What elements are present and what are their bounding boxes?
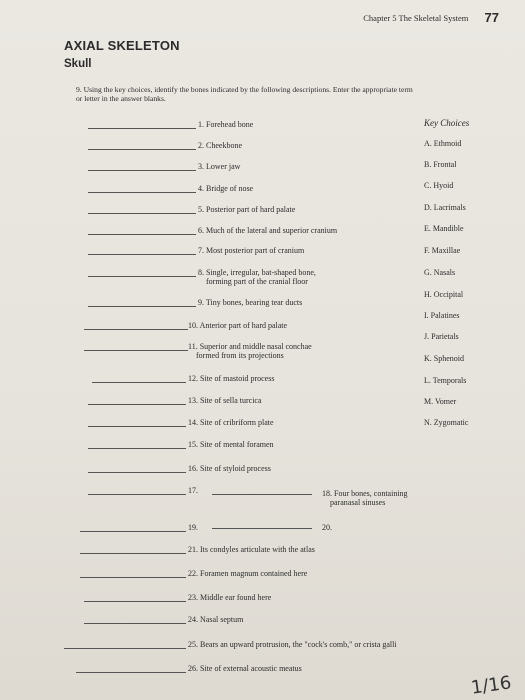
question-number: 24. xyxy=(188,615,200,624)
question-text: Site of styloid process xyxy=(200,464,271,473)
question-number: 8. xyxy=(198,268,206,277)
answer-blank[interactable] xyxy=(212,528,312,529)
question-item xyxy=(198,141,242,150)
key-choice: F. Maxillae xyxy=(424,246,461,255)
question-item xyxy=(198,246,304,255)
question-text: Forehead bone xyxy=(206,120,254,129)
question-item xyxy=(188,440,274,449)
question-item xyxy=(188,523,198,532)
answer-blank[interactable] xyxy=(212,494,312,495)
answer-blank[interactable] xyxy=(88,149,196,150)
answer-blank[interactable] xyxy=(88,254,196,255)
question-item xyxy=(198,298,302,307)
question-item xyxy=(188,593,271,602)
question-text: Site of mastoid process xyxy=(200,374,275,383)
answer-blank[interactable] xyxy=(84,623,186,624)
question-number: 5. xyxy=(198,205,206,214)
key-choice: L. Temporals xyxy=(424,376,467,385)
question-number: 1. xyxy=(198,120,206,129)
question-text: Site of sella turcica xyxy=(200,396,262,405)
key-choice: I. Palatines xyxy=(424,311,460,320)
question-text: Tiny bones, bearing tear ducts xyxy=(205,298,303,307)
exercise-instruction: 9. Using the key choices, identify the bones indicated by the following descriptions. Enter the appropriate term or letter in the answer blanks. xyxy=(76,85,413,103)
question-text: Site of cribriform plate xyxy=(200,418,274,427)
question-text: Middle ear found here xyxy=(200,593,272,602)
answer-blank[interactable] xyxy=(84,350,188,351)
answer-blank[interactable] xyxy=(88,192,196,193)
question-text: Lower jaw xyxy=(206,162,241,171)
question-text: Four bones, containing xyxy=(334,489,408,498)
question-text: Much of the lateral and superior cranium xyxy=(206,226,338,235)
answer-blank[interactable] xyxy=(88,426,186,427)
question-item xyxy=(188,374,274,383)
question-item xyxy=(198,120,253,129)
answer-blank[interactable] xyxy=(88,170,196,171)
question-item xyxy=(198,184,253,193)
question-item xyxy=(188,396,262,405)
question-item xyxy=(198,162,240,171)
question-text: Site of mental foramen xyxy=(200,440,274,449)
key-choice: M. Vomer xyxy=(424,397,457,406)
question-number: 15. xyxy=(188,440,200,449)
answer-blank[interactable] xyxy=(64,648,186,649)
key-choice: J. Parietals xyxy=(424,332,459,341)
question-item xyxy=(198,226,337,235)
section-subtitle: Skull xyxy=(64,58,92,70)
answer-blank[interactable] xyxy=(92,382,186,383)
question-number: 13. xyxy=(188,396,200,405)
question-number: 17. xyxy=(188,486,198,495)
answer-blank[interactable] xyxy=(84,601,186,602)
answer-blank[interactable] xyxy=(84,329,188,330)
question-item xyxy=(322,489,408,498)
question-text-continued: forming part of the cranial floor xyxy=(206,277,308,286)
question-text: Cheekbone xyxy=(206,141,242,150)
question-number: 16. xyxy=(188,464,200,473)
question-number: 3. xyxy=(198,162,206,171)
key-choice: N. Zygomatic xyxy=(424,418,469,427)
question-number: 23. xyxy=(188,593,200,602)
question-text: Bears an upward protrusion, the "cock's comb," or crista galli xyxy=(200,640,397,649)
question-number: 22. xyxy=(188,569,200,578)
question-number: 4. xyxy=(198,184,206,193)
handwritten-mark: 1/16 xyxy=(469,672,513,699)
question-number: 9. xyxy=(198,298,206,307)
key-choice: A. Ethmoid xyxy=(424,139,462,148)
key-choice: D. Lacrimals xyxy=(424,203,466,212)
answer-blank[interactable] xyxy=(80,553,186,554)
key-choice: C. Hyoid xyxy=(424,181,454,190)
answer-blank[interactable] xyxy=(88,306,196,307)
section-title: AXIAL SKELETON xyxy=(64,38,180,53)
question-number: 14. xyxy=(188,418,200,427)
question-item xyxy=(188,418,274,427)
question-number: 7. xyxy=(198,246,206,255)
question-item xyxy=(188,342,312,351)
running-header xyxy=(363,10,499,25)
question-number: 25. xyxy=(188,640,200,649)
question-text: Single, irregular, bat-shaped bone, xyxy=(206,268,316,277)
answer-blank[interactable] xyxy=(88,494,186,495)
question-number: 6. xyxy=(198,226,206,235)
question-item xyxy=(188,464,271,473)
answer-blank[interactable] xyxy=(80,577,186,578)
key-choice: K. Sphenoid xyxy=(424,354,464,363)
question-item xyxy=(188,569,307,578)
answer-blank[interactable] xyxy=(88,213,196,214)
question-item xyxy=(188,545,315,554)
question-text: Foramen magnum contained here xyxy=(200,569,308,578)
question-text: Site of external acoustic meatus xyxy=(200,664,302,673)
question-text-continued: formed from its projections xyxy=(196,351,284,360)
question-item xyxy=(188,664,302,673)
question-number: 20. xyxy=(322,523,332,532)
question-number: 11. xyxy=(188,342,200,351)
answer-blank[interactable] xyxy=(88,472,186,473)
question-item xyxy=(188,615,243,624)
question-item xyxy=(322,523,332,532)
question-item xyxy=(198,205,295,214)
question-text: Anterior part of hard palate xyxy=(199,321,288,330)
question-text-continued: paranasal sinuses xyxy=(330,498,386,507)
question-number: 12. xyxy=(188,374,200,383)
question-number: 21. xyxy=(188,545,200,554)
question-number: 19. xyxy=(188,523,198,532)
question-number: 26. xyxy=(188,664,200,673)
answer-blank[interactable] xyxy=(76,672,186,673)
answer-blank[interactable] xyxy=(88,234,196,235)
answer-blank[interactable] xyxy=(88,404,186,405)
key-choice: G. Nasals xyxy=(424,268,456,277)
answer-blank[interactable] xyxy=(88,448,186,449)
question-text: Most posterior part of cranium xyxy=(206,246,305,255)
question-text: Nasal septum xyxy=(200,615,244,624)
key-choices-title: Key Choices xyxy=(424,118,470,128)
question-text: Bridge of nose xyxy=(206,184,254,193)
key-choice: H. Occipital xyxy=(424,290,464,299)
question-number: 2. xyxy=(198,141,206,150)
answer-blank[interactable] xyxy=(88,276,196,277)
question-text: Its condyles articulate with the atlas xyxy=(200,545,315,554)
question-item xyxy=(188,486,198,495)
question-item xyxy=(188,321,287,330)
question-text: Superior and middle nasal conchae xyxy=(199,342,312,351)
page-number: 77 xyxy=(484,10,499,25)
question-number: 18. xyxy=(322,489,334,498)
question-item xyxy=(188,640,397,649)
key-choice: E. Mandible xyxy=(424,224,464,233)
answer-blank[interactable] xyxy=(80,531,186,532)
question-number: 10. xyxy=(188,321,200,330)
answer-blank[interactable] xyxy=(88,128,196,129)
question-item xyxy=(198,268,316,277)
key-choice: B. Frontal xyxy=(424,160,457,169)
chapter-label: Chapter 5 The Skeletal System xyxy=(363,13,469,23)
question-text: Posterior part of hard palate xyxy=(206,205,296,214)
